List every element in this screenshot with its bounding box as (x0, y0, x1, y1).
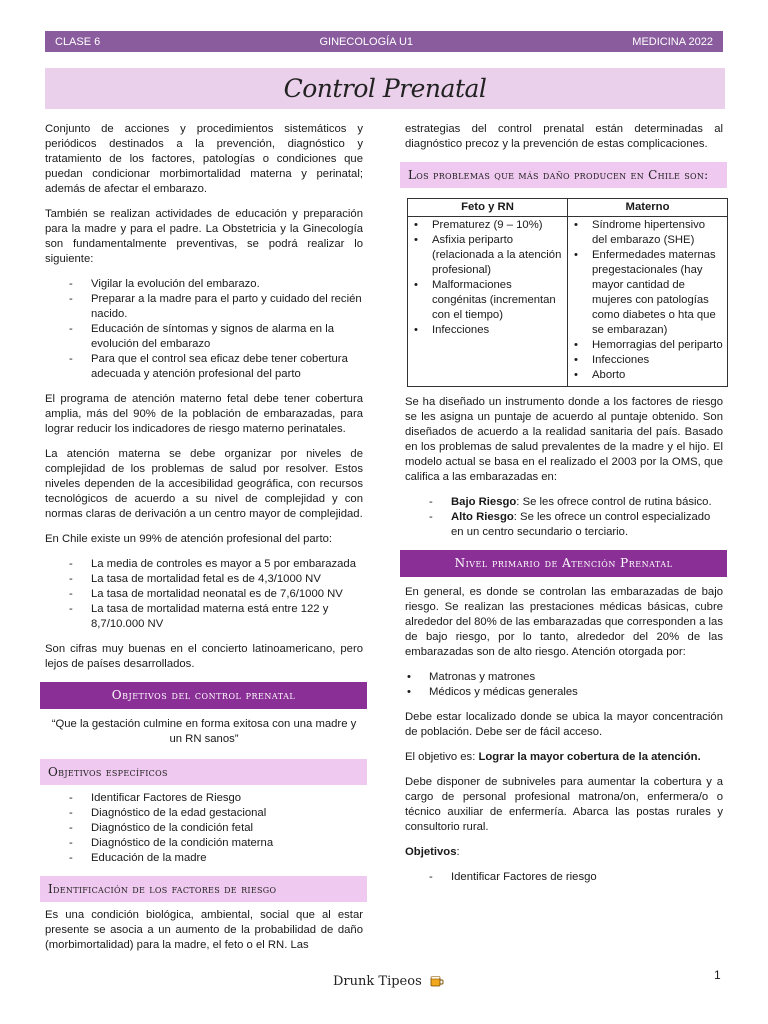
risk-text: : Se les ofrece un control especializado en un centro secundario o terciario. (451, 511, 711, 538)
section-nivel-primario: Nivel primario de Atención Prenatal (400, 550, 727, 577)
list-item (429, 495, 723, 510)
list-item: - Identificar Factores de Riesgo (69, 791, 363, 806)
risk-label: Alto Riesgo (451, 511, 514, 523)
risk-text: : Se les ofrece control de rutina básico. (516, 496, 712, 508)
stats-list (45, 557, 363, 632)
list-item: - Diagnóstico de la condición fetal (69, 821, 363, 836)
actions-list (45, 277, 363, 382)
list-item: - La tasa de mortalidad materna está entre 122 y 8,7/10.000 NV (69, 602, 363, 632)
strategies-paragraph: estrategias del control prenatal están determinadas al diagnóstico precoz y la prevención de estas complicaciones. (405, 123, 723, 150)
instrument-paragraph: Se ha diseñado un instrumento donde a los factores de riesgo se les asigna un puntaje de acuerdo al puntaje obtenido. Son diseñados de acuerdo a la realidad sanitaria del país. Basado en los problemas de salud prevalentes de la madre y el hijo. El modelo actual se basa en el realizado el 2003 por la OMS, que califica a las embarazadas en: (405, 396, 723, 483)
header-class: CLASE 6 (55, 35, 101, 48)
list-item: • Enfermedades maternas pregestacionales (hay mayor cantidad de mujeres con patologías como diabetes o hta que se embarazan) (572, 248, 723, 338)
goal-text: Lograr la mayor cobertura de la atención. (478, 751, 701, 763)
goal-paragraph (405, 750, 723, 765)
objectives-colon: : (456, 846, 460, 858)
table-cell-feto (408, 217, 568, 387)
goal-prefix: El objetivo es: (405, 751, 479, 763)
risk-label: Bajo Riesgo (451, 496, 517, 508)
risk-levels-list (405, 495, 723, 540)
specific-objectives-list (45, 791, 363, 866)
objectives-heading (405, 845, 723, 860)
title-band (45, 68, 725, 109)
figures-paragraph: Son cifras muy buenas en el concierto latinoamericano, pero lejos de países desarrollados. (45, 643, 363, 670)
list-item: - Diagnóstico de la edad gestacional (69, 806, 363, 821)
header-bar (45, 31, 723, 52)
page-number: 1 (714, 968, 721, 982)
header-subject: GINECOLOGÍA U1 (319, 35, 414, 48)
table-cell-materno (568, 217, 728, 387)
problems-table (407, 198, 728, 387)
list-item: • Malformaciones congénitas (incrementan con el tiempo) (412, 278, 563, 323)
chile-paragraph: En Chile existe un 99% de atención profesional del parto: (45, 533, 333, 545)
table-header-materno: Materno (568, 199, 728, 217)
risk-factor-paragraph: Es una condición biológica, ambiental, social que al estar presente se asocia a un aumento de la probabilidad de daño (morbimortalidad) para la madre, el feto o el RN. Las (45, 909, 363, 951)
section-objetivos: Objetivos del control prenatal (40, 682, 367, 709)
list-item (429, 510, 723, 540)
header-course: MEDICINA 2022 (632, 35, 713, 48)
list-item: • Matronas y matrones (405, 670, 723, 685)
right-column (405, 122, 723, 895)
section-identificacion: Identificación de los factores de riesgo (40, 876, 367, 902)
objectives-label: Objetivos (405, 846, 457, 858)
left-column (45, 122, 363, 963)
objectives-list (405, 870, 723, 885)
objective-quote: “Que la gestación culmine en forma exitosa con una madre y un RN sanos” (51, 718, 357, 745)
signature-text: Drunk Tipeos (333, 974, 422, 989)
education-paragraph: También se realizan actividades de educación y preparación para la madre y para el padre. La Obstetricia y la Ginecología son fundamentalmente preventivas, se podrá realizar lo siguiente: (45, 208, 363, 265)
beer-mug-icon (430, 975, 444, 987)
section-problemas: Los problemas que más daño producen en Chile son: (400, 162, 727, 188)
list-item: - Vigilar la evolución del embarazo. (69, 277, 363, 292)
page-title: Control Prenatal (283, 74, 487, 103)
list-item: - Para que el control sea eficaz debe tener cobertura adecuada y atención profesional del parto (69, 352, 363, 382)
list-item: - Diagnóstico de la condición materna (69, 836, 363, 851)
definition-paragraph: Conjunto de acciones y procedimientos sistemáticos y periódicos destinados a la prevención, diagnóstico y tratamiento de los factores, patologías o condiciones que puedan condicionar morbimortalidad materna y perinatal; además de afectar el embarazo. (45, 123, 363, 195)
primary-level-paragraph: En general, es donde se controlan las embarazadas de bajo riesgo. Se realizan las prestaciones médicas básicas, cubre alrededor del 80% de las embarazadas que corresponden a las de bajo riesgo, por lo tanto, alrededor del 20% de las embarazadas son de alto riesgo. Atención otorgada por: (405, 586, 723, 658)
providers-list (405, 670, 723, 700)
sublevels-paragraph: Debe disponer de subniveles para aumentar la cobertura y a cargo de personal profesional matrona/on, enfermera/o o técnico auxiliar de enfermería. Abarca las postas rurales y consultorio rural. (405, 776, 723, 833)
list-item: • Asfixia periparto (relacionada a la atención profesional) (412, 233, 563, 278)
list-item: • Síndrome hipertensivo del embarazo (SHE) (572, 218, 723, 248)
list-item: - Preparar a la madre para el parto y cuidado del recién nacido. (69, 292, 363, 322)
location-paragraph: Debe estar localizado donde se ubica la mayor concentración de población. Debe ser de fácil acceso. (405, 711, 723, 738)
table-header-feto: Feto y RN (408, 199, 568, 217)
list-item: • Hemorragias del periparto (572, 338, 723, 353)
section-objetivos-especificos: Objetivos específicos (40, 759, 367, 785)
list-item: • Prematurez (9 – 10%) (412, 218, 563, 233)
list-item: • Infecciones (572, 353, 723, 368)
list-item: - Educación de la madre (69, 851, 363, 866)
list-item: - Educación de síntomas y signos de alarma en la evolución del embarazo (69, 322, 363, 352)
list-item: - Identificar Factores de riesgo (429, 870, 723, 885)
levels-paragraph: La atención materna se debe organizar por niveles de complejidad de los problemas de salud por resolver. Estos niveles dependen de la accesibilidad geográfica, con recursos tecnológicos de acuerdo a su nivel de complejidad y con normas claras de derivación a un centro mayor de complejidad. (45, 448, 363, 520)
list-item: - La tasa de mortalidad fetal es de 4,3/1000 NV (69, 572, 363, 587)
program-paragraph: El programa de atención materno fetal debe tener cobertura amplia, más del 90% de la población de embarazadas, para lograr reducir los indicadores de riesgo materno perinatales. (45, 393, 363, 435)
list-item: • Médicos y médicas generales (405, 685, 723, 700)
list-item: • Infecciones (412, 323, 563, 338)
footer-signature (333, 974, 444, 989)
list-item: - La tasa de mortalidad neonatal es de 7,6/1000 NV (69, 587, 363, 602)
list-item: - La media de controles es mayor a 5 por embarazada (69, 557, 363, 572)
list-item: • Aborto (572, 368, 723, 383)
